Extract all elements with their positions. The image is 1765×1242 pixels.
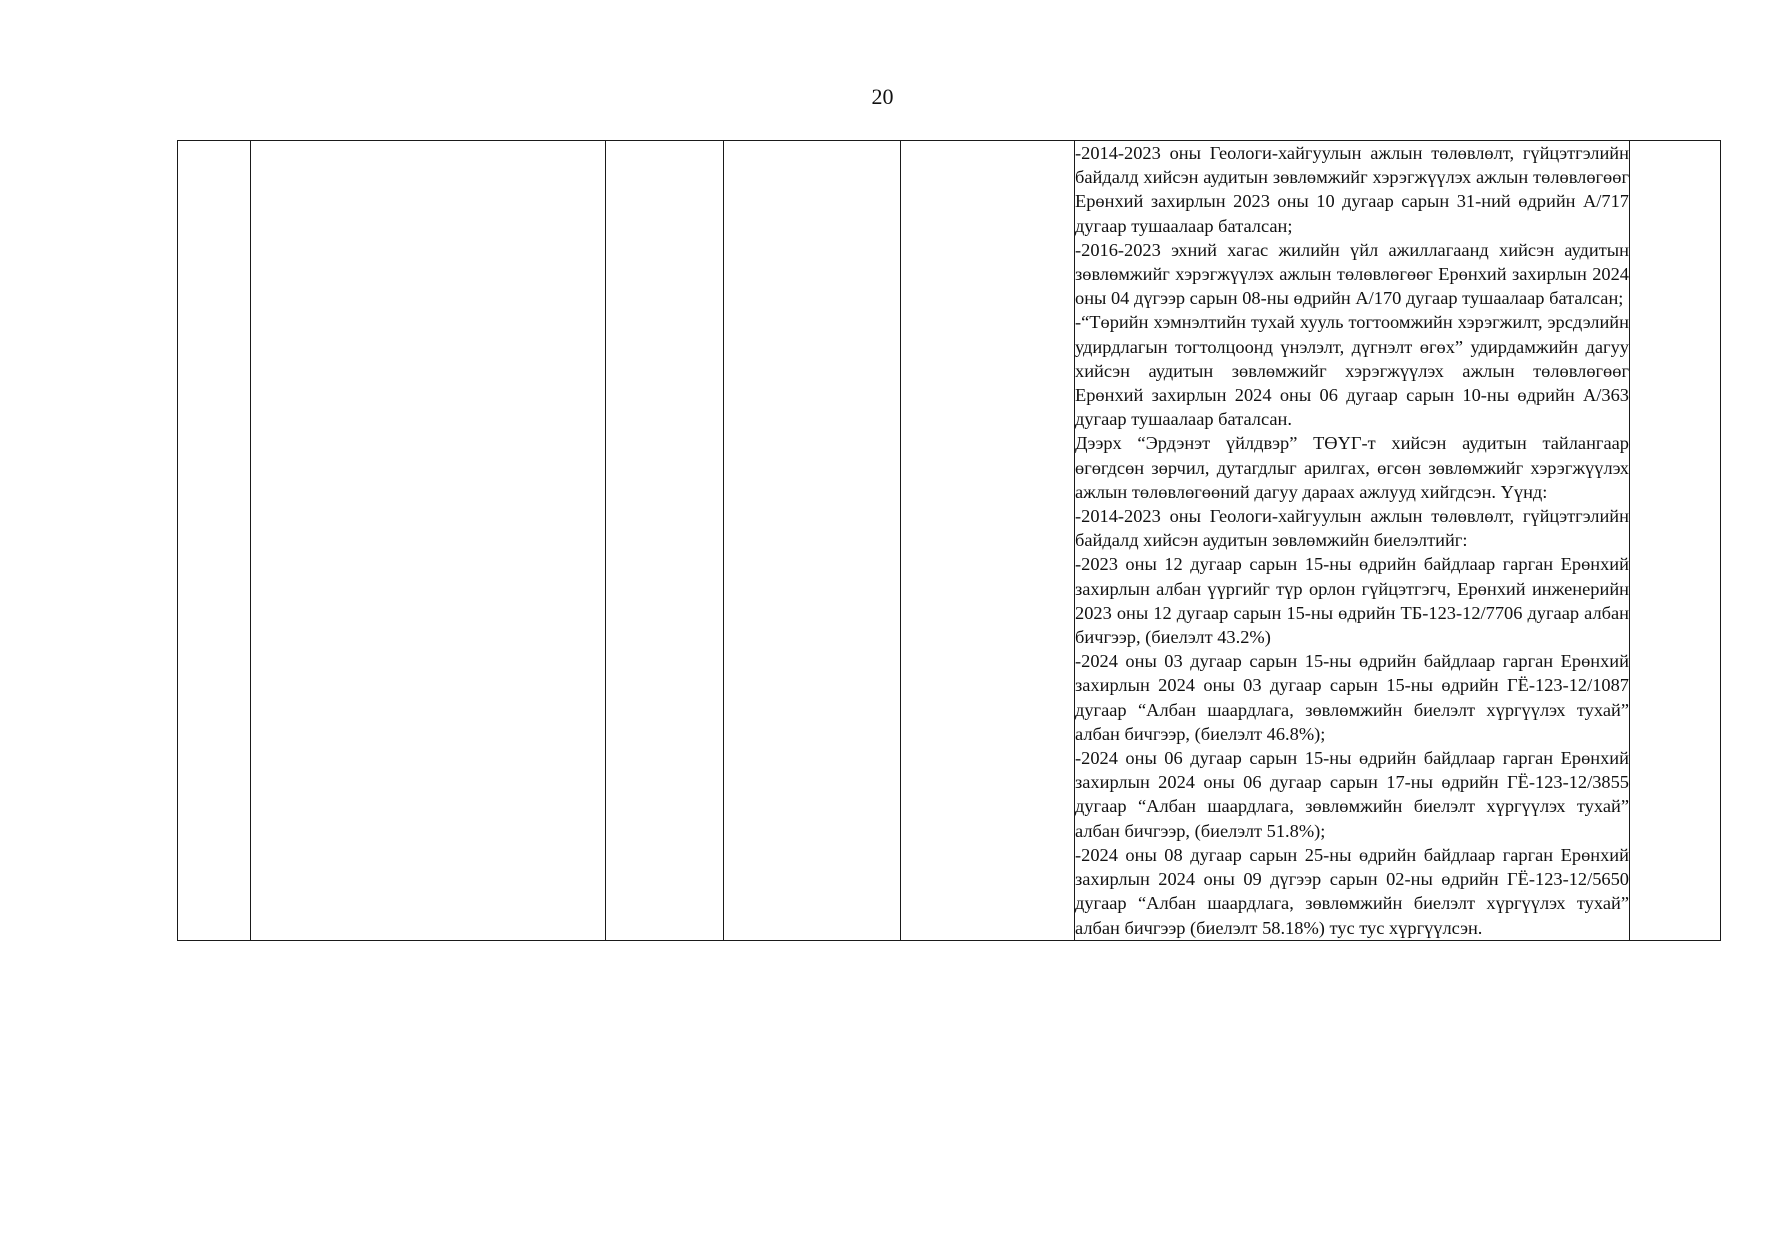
paragraph-8: -2024 оны 06 дугаар сарын 15-ны өдрийн байдлаар гарган Ерөнхий захирлын 2024 оны 06 дугаар сарын 17-ны өдрийн ГЁ-123-12/3855 дугаар “Албан шаардлага, зөвлөмжийн биелэлт хүргүүлэх тухай” албан бичгээр, (биелэлт 51.8%);	[1075, 748, 1629, 841]
report-table	[177, 140, 1721, 941]
table-cell-5	[901, 141, 1075, 941]
table-cell-3	[606, 141, 724, 941]
table-cell-4	[724, 141, 901, 941]
table-row	[178, 141, 1721, 941]
table-cell-1	[178, 141, 251, 941]
paragraph-5: -2014-2023 оны Геологи-хайгуулын ажлын төлөвлөлт, гүйцэтгэлийн байдалд хийсэн аудитын зөвлөмжийн биелэлтийг:	[1075, 506, 1629, 551]
table-cell-2	[251, 141, 606, 941]
table-cell-content	[1075, 141, 1630, 941]
paragraph-3: -“Төрийн хэмнэлтийн тухай хууль тогтоомжийн хэрэгжилт, эрсдэлийн удирдлагын тогтолцоонд үнэлэлт, дүгнэлт өгөх” удирдамжийн дагуу хийсэн аудитын зөвлөмжийг хэрэгжүүлэх ажлын төлөвлөгөөг Ерөнхий захирлын 2024 оны 06 дугаар сарын 10-ны өдрийн А/363 дугаар тушаалаар баталсан.	[1075, 312, 1629, 430]
paragraph-1: -2014-2023 оны Геологи-хайгуулын ажлын төлөвлөлт, гүйцэтгэлийн байдалд хийсэн аудитын зөвлөмжийг хэрэгжүүлэх ажлын төлөвлөгөөг Ерөнхий захирлын 2023 оны 10 дугаар сарын 31-ний өдрийн А/717 дугаар тушаалаар баталсан;	[1075, 143, 1629, 236]
paragraph-4: Дээрх “Эрдэнэт үйлдвэр” ТӨҮГ-т хийсэн аудитын тайлангаар өгөгдсөн зөрчил, дутагдлыг арилгах, өгсөн зөвлөмжийг хэрэгжүүлэх ажлын төлөвлөгөөний дагуу дараах ажлууд хийгдсэн. Үүнд:	[1075, 433, 1629, 502]
table-cell-7	[1630, 141, 1721, 941]
page-number: 20	[871, 84, 894, 109]
paragraph-6: -2023 оны 12 дугаар сарын 15-ны өдрийн байдлаар гарган Ерөнхий захирлын албан үүргийг түр орлон гүйцэтгэгч, Ерөнхий инженерийн 2023 оны 12 дугаар сарын 15-ны өдрийн ТБ-123-12/7706 дугаар албан бичгээр, (биелэлт 43.2%)	[1075, 554, 1629, 648]
paragraph-2: -2016-2023 эхний хагас жилийн үйл ажиллагаанд хийсэн аудитын зөвлөмжийг хэрэгжүүлэх ажлын төлөвлөгөөг Ерөнхий захирлын 2024 оны 04 дүгээр сарын 08-ны өдрийн А/170 дугаар тушаалаар баталсан;	[1075, 239, 1629, 309]
paragraph-7: -2024 оны 03 дугаар сарын 15-ны өдрийн байдлаар гарган Ерөнхий захирлын 2024 оны 03 дугаар сарын 15-ны өдрийн ГЁ-123-12/1087 дугаар “Албан шаардлага, зөвлөмжийн биелэлт хүргүүлэх тухай” албан бичгээр, (биелэлт 46.8%);	[1075, 651, 1629, 744]
paragraph-9: -2024 оны 08 дугаар сарын 25-ны өдрийн байдлаар гарган Ерөнхий захирлын 2024 оны 09 дүгээр сарын 02-ны өдрийн ГЁ-123-12/5650 дугаар “Албан шаардлага, зөвлөмжийн биелэлт хүргүүлэх тухай” албан бичгээр (биелэлт 58.18%) тус тус хүргүүлсэн.	[1075, 844, 1629, 938]
